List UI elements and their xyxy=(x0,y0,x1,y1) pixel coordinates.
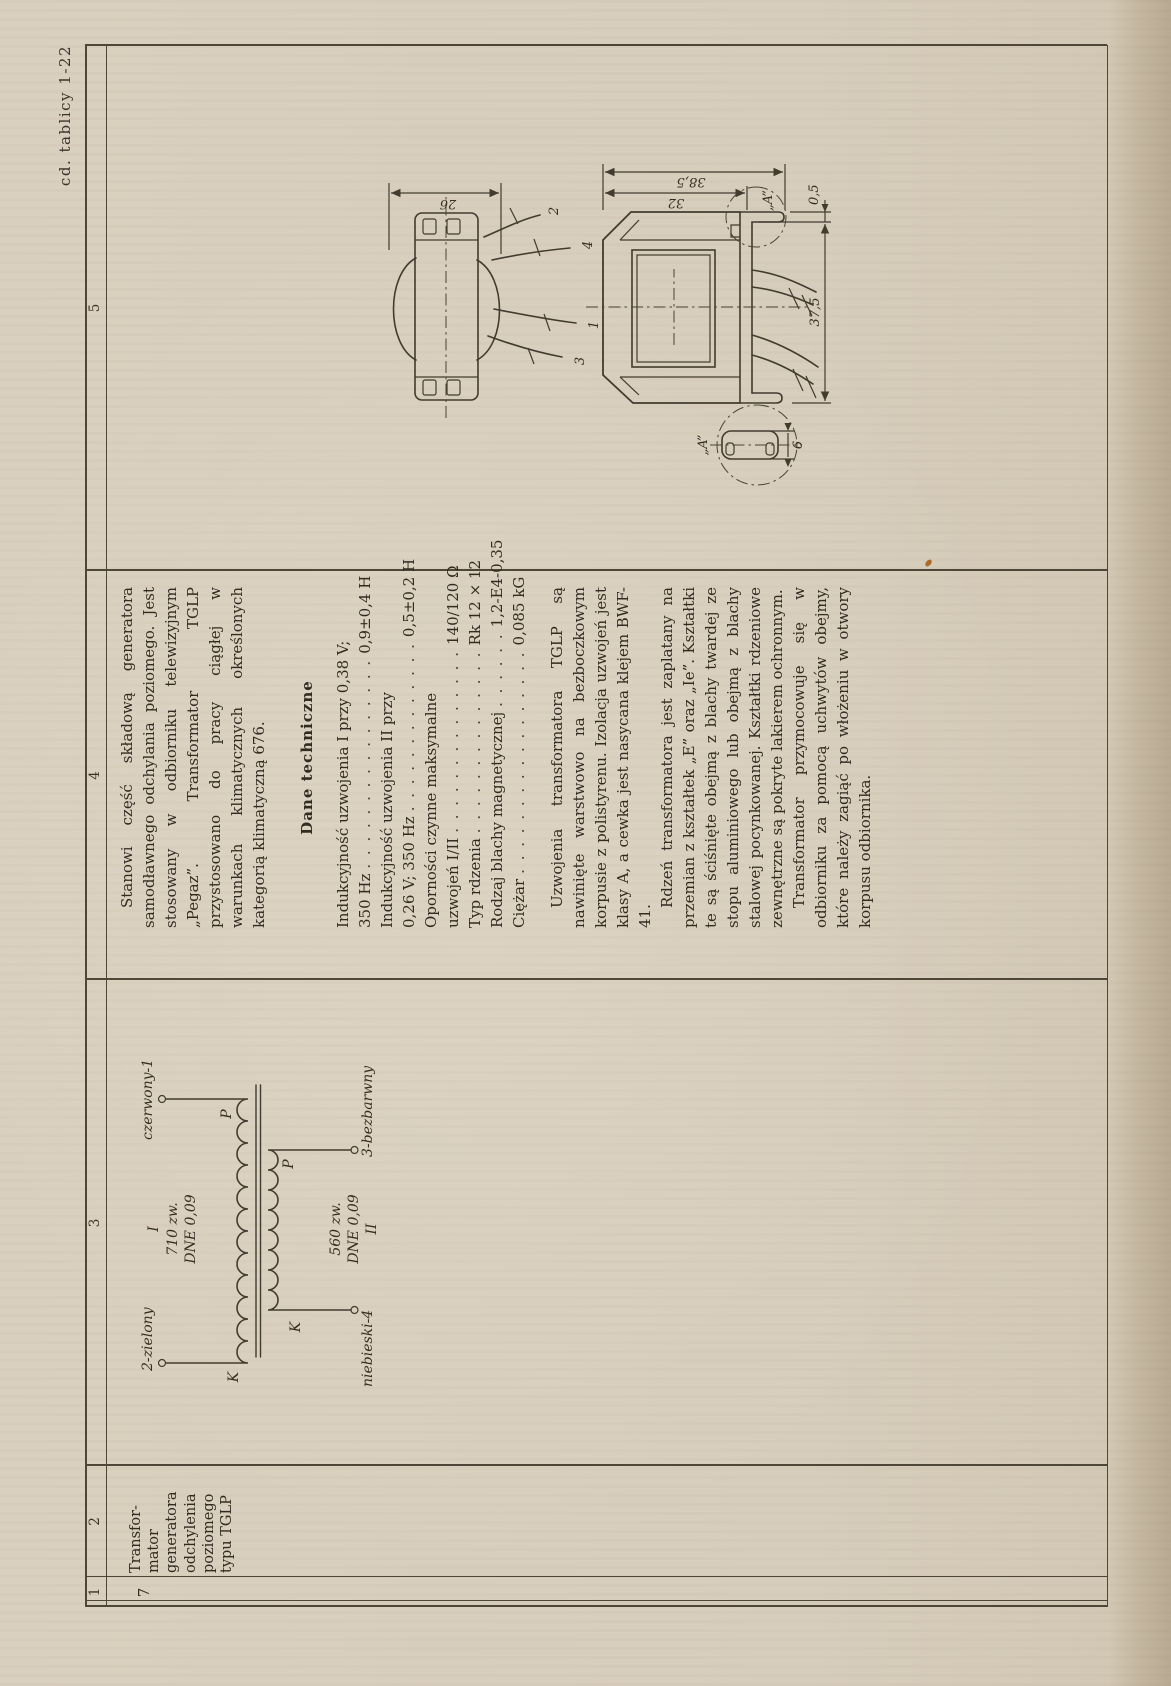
dim-6-label: 6 xyxy=(791,440,806,450)
winding1-wire-type: DNE 0,09 xyxy=(183,1194,199,1264)
column-header-1: 1 xyxy=(87,1587,103,1597)
lead-number-4: 4 xyxy=(581,240,596,250)
window-opening xyxy=(632,250,715,367)
description-column xyxy=(116,539,876,928)
spec-row xyxy=(354,575,376,928)
clamp-notch xyxy=(423,380,436,395)
spec-value: Rk 12 × 12 xyxy=(466,560,484,646)
lead-wire-2 xyxy=(484,215,540,237)
clamp-notch xyxy=(423,219,436,234)
lead-number-2: 2 xyxy=(547,206,562,216)
mounting-lug-left xyxy=(740,393,782,403)
paragraph-windings: Uzwojenia transformatora TGLP są nawinięte warstwowo na bezboczkowym korpusie z polistyrenu. Izolacja uzwojeń jest klasy A, a cewka jest nasycana klejem BWF-41. xyxy=(548,587,654,928)
winding2-terminal-k-label: niebieski-4 xyxy=(360,1309,376,1387)
terminal-circle-red-1 xyxy=(159,1096,166,1103)
column-header-4: 4 xyxy=(87,771,103,780)
terminal-circle-blue-4 xyxy=(351,1307,358,1314)
lead-number-3: 3 xyxy=(573,356,588,366)
spec-row xyxy=(376,587,398,928)
lead-wire xyxy=(752,335,818,367)
detail-a-label: „A” xyxy=(761,190,776,211)
spec-leader-dots: . . . . . . . . . . . . . xyxy=(400,642,418,812)
column-header-2: 2 xyxy=(87,1517,103,1526)
dim-6-arrow xyxy=(785,423,792,431)
table-border-left-outer xyxy=(85,1606,1107,1608)
name-line: poziomego xyxy=(200,1493,217,1573)
winding2-p-mark: P xyxy=(281,1159,297,1169)
clamp-notch xyxy=(447,219,460,234)
spec-label: uzwojeń I/II xyxy=(444,837,462,928)
lead-wire xyxy=(752,287,813,305)
winding1-terminal-k-label: 2-zielony xyxy=(140,1307,156,1371)
spec-value: 0,9±0,4 H xyxy=(356,575,374,654)
winding1-terminal-p-label: czerwony-1 xyxy=(140,1058,156,1140)
clamp-notch xyxy=(447,380,460,395)
spec-value: 1,2-E4-0,35 xyxy=(488,539,506,628)
spec-row xyxy=(464,560,486,928)
spec-leader-dots xyxy=(376,587,398,692)
name-line: generatora xyxy=(164,1491,181,1573)
column-header-3: 3 xyxy=(87,1218,103,1228)
paragraph-mounting: Transformator przymocowuje się w odbiorniku za pomocą uchwytów obejmy, które należy zagiąć po włożeniu w otwory korpusu odbiornika. xyxy=(790,587,874,928)
winding2-wire-type: DNE 0,09 xyxy=(346,1194,362,1264)
spec-label: Ciężar xyxy=(510,878,528,928)
spec-row xyxy=(398,558,420,928)
lead-wire-4 xyxy=(492,248,570,260)
detail-a-view-label: „A” xyxy=(696,434,711,456)
winding1-p-mark: P xyxy=(219,1109,235,1119)
dim-26-label: 26 xyxy=(439,196,457,211)
paper-stain xyxy=(924,558,933,567)
table-continuation-label: cd. tablicy 1-22 xyxy=(56,45,74,187)
spec-label: Rodzaj blachy magnetycznej xyxy=(488,711,506,928)
terminal-circle-green-2 xyxy=(159,1360,166,1367)
column-header-5: 5 xyxy=(87,303,103,313)
spec-row xyxy=(486,539,508,928)
winding2-id: II xyxy=(364,1223,380,1235)
spec-leader-dots: . . . . . . . . . . . . . . . . . xyxy=(510,650,528,874)
spec-row xyxy=(442,565,464,928)
lead-wire-1 xyxy=(494,309,576,323)
paragraph-core: Rdzeń transformatora jest zaplatany na przemian z kształtek „E” oraz „Ie”. Kształtki te są ściśnięte obejmą z blachy twardej ze stopu aluminiowego lub obejmą z blachy stalowej pocynkowanej. Kształtki rdzeniowe zewnętrzne są pokryte lakierem ochronnym. xyxy=(658,587,786,928)
name-line: mator xyxy=(146,1529,163,1573)
spec-label: 350 Hz xyxy=(356,873,374,928)
technical-data-heading: Dane techniczne xyxy=(298,680,316,835)
winding2-turns: 560 zw. xyxy=(328,1202,344,1256)
winding2-k-mark: K xyxy=(288,1321,304,1333)
dim-extension-lines xyxy=(389,183,501,254)
drawing-side-view xyxy=(389,183,602,418)
coil-bulge-top xyxy=(394,258,417,360)
table-col-separator-1-2 xyxy=(85,1576,1107,1578)
detail-a-circle xyxy=(726,187,786,247)
row-number: 7 xyxy=(135,1587,153,1598)
spec-label: Indukcyjność uzwojenia II przy xyxy=(378,692,396,928)
winding1-turns: 710 zw. xyxy=(165,1202,181,1256)
drawing-detail-a-view xyxy=(696,405,806,485)
spec-leader-dots xyxy=(420,587,442,693)
winding1-k-mark: K xyxy=(226,1371,242,1383)
table-border-left-inner xyxy=(85,1600,1107,1602)
dim-38-5-label: 38,5 xyxy=(676,174,706,189)
spec-leader-dots: . . . . . . . . . . . . . . xyxy=(466,650,484,834)
spec-value: 0,5±0,2 H xyxy=(400,558,418,638)
spec-value: 0,085 kG xyxy=(510,576,528,646)
spec-row xyxy=(332,587,354,928)
dim-6-arrow xyxy=(785,459,792,467)
mounting-lug-right xyxy=(740,212,784,222)
spec-value: 140/120 Ω xyxy=(444,565,462,646)
dim-0-5-label: 0,5 xyxy=(807,184,822,205)
spec-label: Oporności czynne maksymalne xyxy=(422,692,440,928)
dim-32-label: 32 xyxy=(667,195,685,210)
spec-leader-dots: . . . . . . . . . . . . . . . . xyxy=(356,658,374,869)
core-symbol-lines xyxy=(256,1085,261,1357)
name-line: typu TGLP xyxy=(219,1495,236,1573)
name-line: odchylenia xyxy=(182,1493,199,1573)
lead-wire-3 xyxy=(488,336,562,357)
winding2-terminal-p-label: 3-bezbarwny xyxy=(360,1065,376,1157)
winding1-id: I xyxy=(146,1226,162,1232)
technical-drawing xyxy=(106,45,866,571)
spec-leader-dots: . . . . . . . . . . . . . . xyxy=(444,650,462,833)
page-edge-shadow xyxy=(1108,0,1171,1686)
lead-tick-marks xyxy=(510,208,550,364)
paragraph-application: Stanowi część składową generatora samodławnego odchylania poziomego. Jest stosowany w odbiorniku telewizyjnym „Pegaz”. Transformator TGLP przystosowano do pracy ciągłej w warunkach klimatycznych określonych kategorią klimatyczną 676. xyxy=(118,587,268,928)
winding-schematic xyxy=(106,980,416,1466)
spec-label: Typ rdzenia xyxy=(466,838,484,928)
component-name xyxy=(127,1471,236,1573)
drawing-front-view xyxy=(586,164,831,403)
spec-row xyxy=(508,576,530,928)
spec-row xyxy=(420,587,442,928)
dim-37-5-label: 37,5 xyxy=(808,297,823,327)
terminal-circle-colorless-3 xyxy=(351,1147,358,1154)
dim-0-5-arrow xyxy=(822,204,829,212)
lead-number-1: 1 xyxy=(587,320,602,330)
spec-label: Indukcyjność uzwojenia I przy 0,38 V; xyxy=(334,640,352,928)
name-line: Transfor- xyxy=(128,1505,144,1573)
spec-leader-dots xyxy=(332,587,354,641)
lead-wire xyxy=(752,355,813,384)
spec-leader-dots: . . . . . . xyxy=(488,632,506,707)
spec-label: 0,26 V; 350 Hz xyxy=(400,816,418,928)
